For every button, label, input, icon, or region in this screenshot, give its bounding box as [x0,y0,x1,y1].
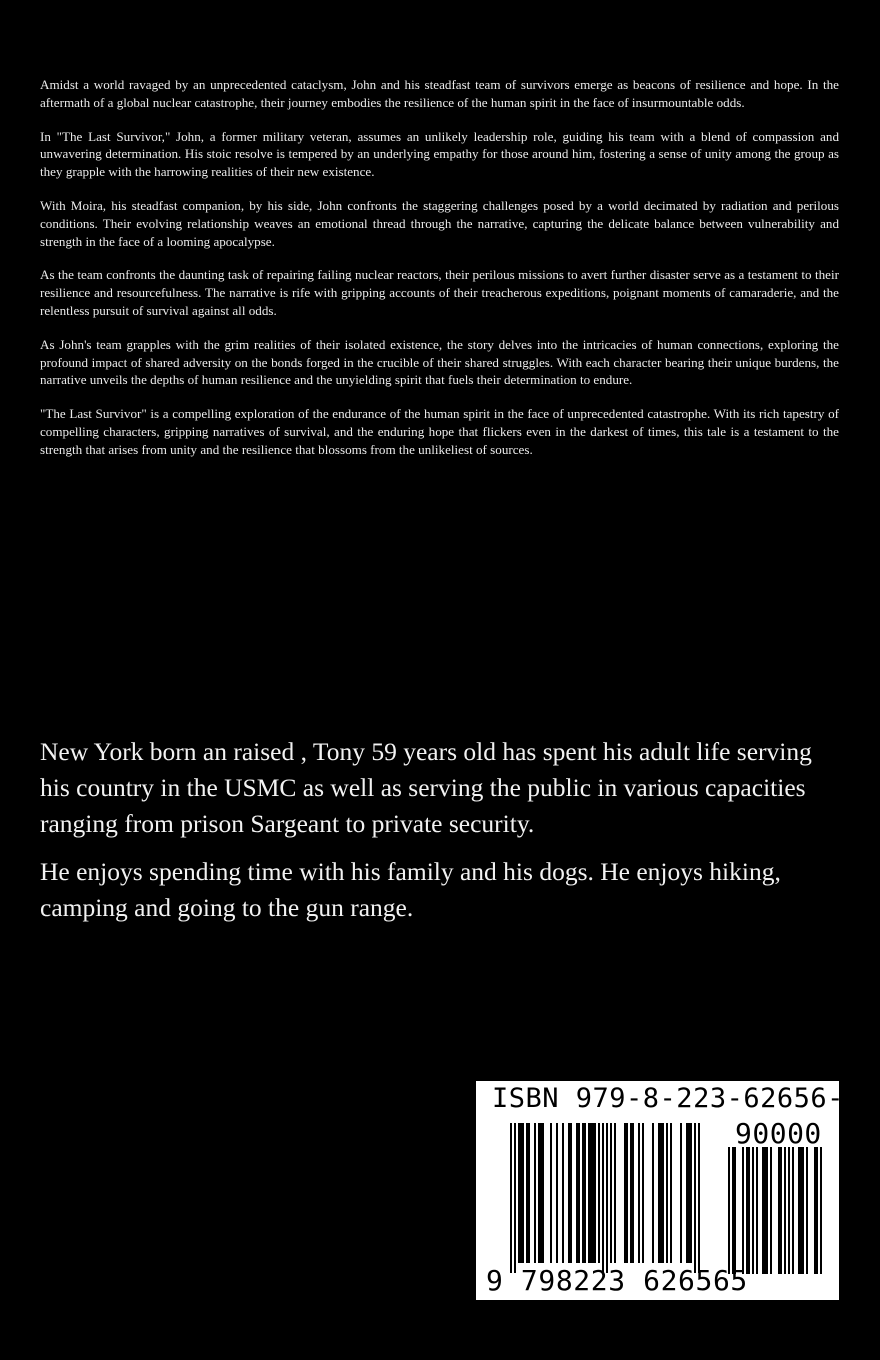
ean-bar-23 [652,1123,654,1263]
ean-bar-1 [510,1123,512,1273]
ean-bar-4 [526,1123,530,1263]
isbn-barcode-box [476,1081,861,1300]
addon-bar-10 [784,1147,786,1274]
addon-bar-11 [788,1147,790,1274]
addon-bar-12 [792,1147,794,1274]
ean-bar-29 [694,1123,696,1273]
ean-bar-18 [614,1123,616,1263]
blurb-paragraph-1: Amidst a world ravaged by an unprecedented cataclysm, John and his steadfast team of survivors emerge as beacons of resilience and hope. In the aftermath of a global nuclear catastrophe, their journey embodies the resilience of the human spirit in the face of insurmountable odds. [40,77,839,110]
addon-bar-2 [732,1147,736,1274]
ean-bar-9 [562,1123,564,1263]
blurb-paragraph-5: As John's team grapples with the grim realities of their isolated existence, the story delves into the intricacies of human connections, exploring the profound impact of shared adversity on the bonds forged in the crucible of their shared struggles. With each character bearing their unique burdens, the narrative unveils the depths of human resilience and the unyielding spirit that fuels their determination to endure. [40,336,839,388]
ean-bar-3 [518,1123,524,1263]
addon-bar-4 [746,1147,750,1274]
blurb-paragraph-6: "The Last Survivor" is a compelling exploration of the endurance of the human spirit in the face of unprecedented catastrophe. With its rich tapestry of compelling characters, gripping narratives of survival, and the enduring hope that flickers even in the darkest of times, this tale is a testament to the strength that arises from unity and the resilience that blossoms from the unlikeliest of sources. [40,406,839,457]
ean-bar-20 [630,1123,634,1263]
author-bio-paragraph-2: He enjoys spending time with his family and his dogs. He enjoys hiking, camping and going to the gun range. [40,857,781,922]
ean-bar-11 [576,1123,580,1263]
addon-bar-8 [770,1147,772,1274]
addon-bar-6 [756,1147,758,1274]
ean-bar-5 [534,1123,536,1263]
ean-bar-22 [642,1123,644,1263]
blurb-paragraph-3: With Moira, his steadfast companion, by his side, John confronts the staggering challenges posed by a world decimated by radiation and perilous conditions. Their evolving relationship weaves an emotional thread through the narrative, capturing the delicate balance between vulnerability and strength in the face of a looming apocalypse. [40,197,839,249]
isbn-label: ISBN 979-8-223-62656-5 [492,1083,861,1114]
author-bio-paragraph-1: New York born an raised , Tony 59 years old has spent his adult life serving his country in the USMC as well as serving the public in various capacities ranging from prison Sargeant to private security. [40,737,812,838]
author-bio [40,734,840,938]
ean-bar-25 [666,1123,668,1263]
ean-bar-26 [670,1123,672,1263]
back-cover-blurb [40,76,839,475]
addon-bar-13 [798,1147,804,1274]
addon-bar-9 [778,1147,782,1274]
ean-bar-19 [624,1123,628,1263]
ean-bar-28 [686,1123,692,1263]
addon-bar-15 [814,1147,818,1274]
ean-bar-7 [550,1123,552,1263]
ean-digits: 9 798223 626565 [486,1264,748,1297]
blurb-paragraph-2: In "The Last Survivor," John, a former military veteran, assumes an unlikely leadership role, guiding his team with a blend of compassion and unwavering determination. His stoic resolve is tempered by an underlying empathy for those around him, fostering a sense of unity among the group as they grapple with the harrowing realities of their new existence. [40,128,839,180]
ean-bar-10 [568,1123,572,1263]
ean-bar-14 [598,1123,600,1263]
ean-bar-24 [658,1123,664,1263]
ean-bar-21 [638,1123,640,1263]
addon-bar-1 [728,1147,730,1274]
ean-bar-27 [680,1123,682,1263]
ean-bar-13 [588,1123,596,1263]
ean-bar-17 [610,1123,612,1263]
ean-bar-6 [538,1123,544,1263]
addon-bar-14 [806,1147,808,1274]
ean-bar-30 [698,1123,700,1273]
ean-bar-16 [606,1123,608,1273]
addon-bar-5 [752,1147,754,1274]
ean-bar-15 [602,1123,604,1273]
ean-bar-12 [582,1123,586,1263]
blurb-paragraph-4: As the team confronts the daunting task of repairing failing nuclear reactors, their perilous missions to avert further disaster serve as a testament to their resilience and resourcefulness. The narrative is rife with gripping accounts of their treacherous expeditions, poignant moments of camaraderie, and the relentless pursuit of survival against all odds. [40,267,839,318]
ean-bar-2 [514,1123,516,1273]
ean-bar-8 [556,1123,558,1263]
addon-bar-7 [762,1147,768,1274]
price-addon-code: 90000 [735,1117,822,1150]
addon-bar-16 [820,1147,822,1274]
addon-bar-3 [742,1147,744,1274]
